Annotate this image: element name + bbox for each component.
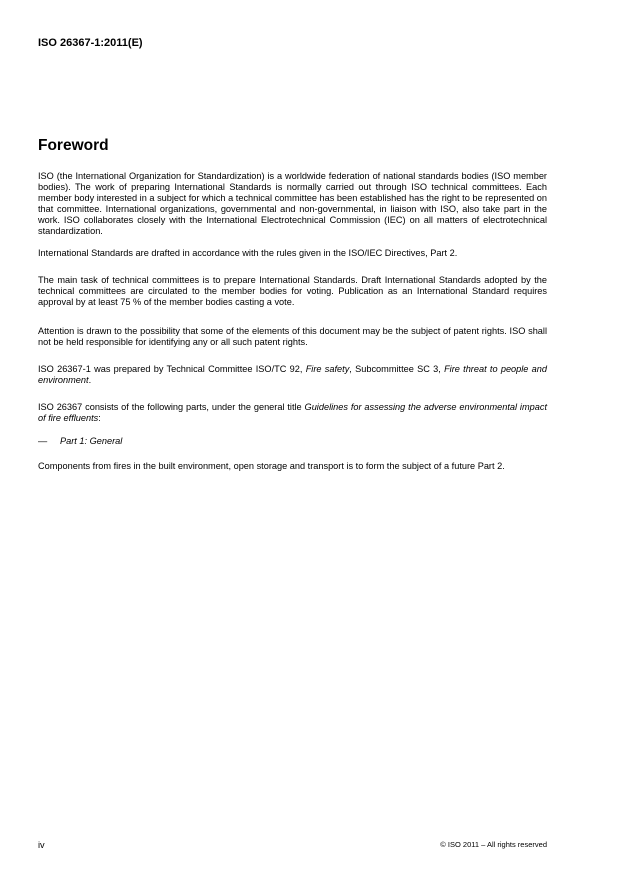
subcommittee-name: Fire threat to people and environment bbox=[38, 364, 548, 386]
part-title: Part 1: General bbox=[60, 436, 123, 446]
dash-bullet: — bbox=[38, 436, 48, 446]
copyright-notice: © ISO 2011 – All rights reserved bbox=[440, 840, 547, 849]
text-span: , Subcommittee SC 3, bbox=[349, 364, 445, 374]
paragraph-directives: International Standards are drafted in accordance with the rules given in the ISO/IEC Directives, Part 2. bbox=[38, 248, 458, 258]
paragraph-patent: Attention is drawn to the possibility that some of the elements of this document may be the subject of patent rights. ISO shall not be held responsible for identifying any or all such patent rights. bbox=[38, 326, 547, 348]
paragraph-prepared-by bbox=[38, 364, 547, 386]
general-title: Guidelines for assessing the adverse environmental impact of fire effluents bbox=[38, 402, 547, 424]
paragraph-main-task: The main task of technical committees is to prepare International Standards. Draft International Standards adopted by the technical committees are circulated to the member bodies for voting. Publication as an International Standard requires approval by at least 75 % of the member bodies casting a vote. bbox=[38, 275, 547, 308]
committee-name: Fire safety bbox=[305, 364, 350, 374]
paragraph-iso-intro: ISO (the International Organization for Standardization) is a worldwide federation of national standards bodies (ISO member bodies). The work of preparing International Standards is normally carried out through ISO technical committees. Each member body interested in a subject for which a technical committee has been established has the right to be represented on that committee. International organizations, governmental and non-governmental, in liaison with ISO, also take part in the work. ISO collaborates closely with the International Electrotechnical Commission (IEC) on all matters of electrotechnical standardization. bbox=[38, 171, 547, 237]
text-span: ISO 26367-1 was prepared by Technical Committee ISO/TC 92, bbox=[38, 364, 306, 374]
page-number: iv bbox=[38, 840, 45, 850]
document-header: ISO 26367-1:2011(E) bbox=[38, 37, 143, 49]
paragraph-future-part: Components from fires in the built environment, open storage and transport is to form the subject of a future Part 2. bbox=[38, 461, 505, 471]
page-title: Foreword bbox=[38, 137, 109, 154]
paragraph-parts bbox=[38, 402, 547, 424]
text-span: ISO 26367 consists of the following parts, under the general title bbox=[38, 402, 305, 412]
text-span: . bbox=[88, 375, 92, 386]
text-span: : bbox=[98, 413, 101, 424]
list-item bbox=[38, 436, 122, 446]
